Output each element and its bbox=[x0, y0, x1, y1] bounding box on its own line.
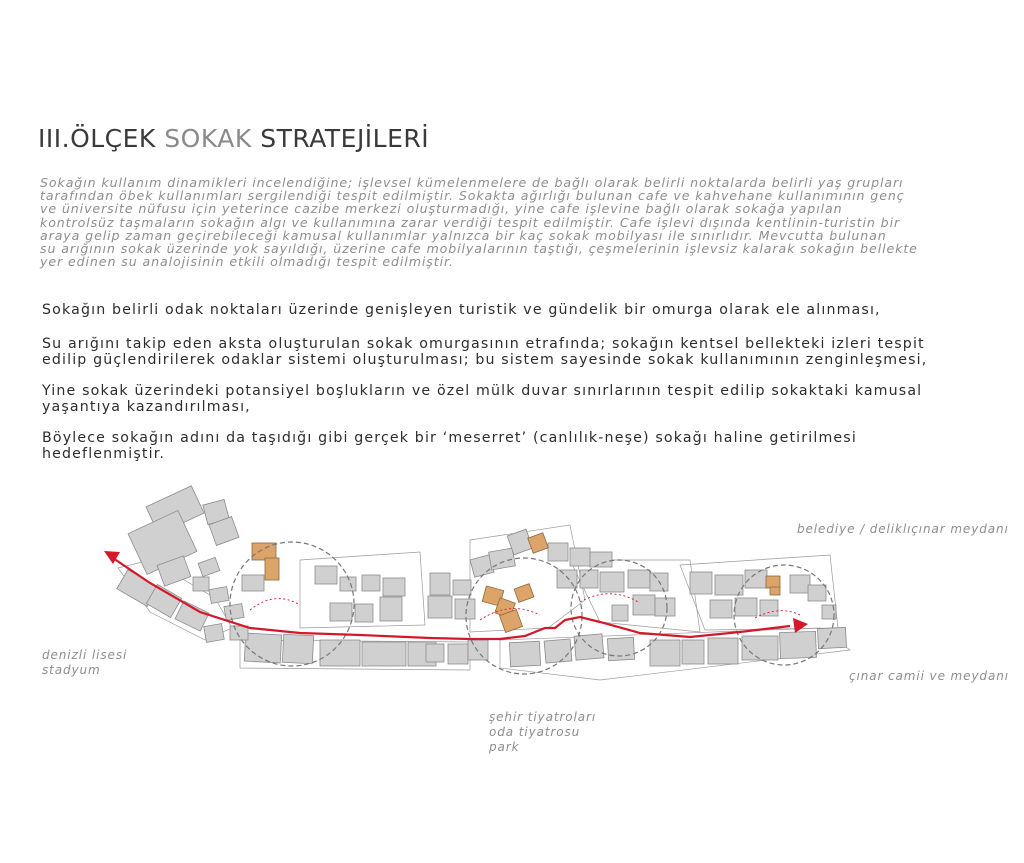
highlighted-building bbox=[265, 558, 279, 580]
building bbox=[455, 599, 475, 619]
focus-arc bbox=[250, 599, 300, 610]
title-part-1: III.ÖLÇEK bbox=[38, 124, 165, 153]
building bbox=[362, 642, 406, 666]
intro-line: tarafından öbek kullanımları sergilendiği tespit edilmiştir. Sokakta ağırlığı bulunan cafe ve kahvehane kullanımının genç bbox=[40, 188, 905, 204]
building bbox=[690, 572, 712, 594]
building bbox=[607, 637, 634, 660]
building bbox=[430, 573, 450, 595]
building bbox=[650, 640, 680, 666]
building bbox=[383, 578, 405, 596]
intro-line: yer edinen su analojisinin etkili olmadığı tespit edilmiştir. bbox=[40, 254, 454, 270]
strategy-line: Böylece sokağın adını da taşıdığı gibi gerçek bir ‘meserret’ (canlılık-neşe) sokağı haline getirilmesi bbox=[42, 430, 857, 446]
building bbox=[282, 634, 313, 664]
building bbox=[204, 624, 225, 643]
label-denizli-lisesi: denizli lisesi stadyum bbox=[42, 648, 128, 677]
building bbox=[355, 604, 373, 622]
building bbox=[224, 604, 244, 621]
label-cinar-camii: çınar camii ve meydanı bbox=[849, 669, 1009, 683]
building bbox=[380, 597, 402, 621]
strategy-line: Yine sokak üzerindeki potansiyel boşlukların ve özel mülk duvar sınırlarının tespit edilip sokaktaki kamusal bbox=[42, 383, 923, 399]
building bbox=[548, 543, 568, 561]
building bbox=[557, 570, 577, 588]
label-sehir-tiyatrolari: şehir tiyatroları oda tiyatrosu park bbox=[489, 710, 597, 754]
building bbox=[710, 600, 732, 618]
building bbox=[242, 575, 264, 591]
axis-arrow-head-east bbox=[793, 618, 808, 633]
highlighted-building bbox=[514, 584, 534, 603]
building bbox=[544, 639, 572, 663]
building bbox=[612, 605, 628, 621]
building bbox=[362, 575, 380, 591]
building bbox=[628, 570, 650, 588]
building bbox=[340, 577, 356, 591]
building bbox=[453, 580, 471, 595]
intro-line: araya gelip zaman geçirebileceği kamusal kullanımlar yalnızca bir kaç sokak mobilyası ile sınırlıdır. Mevcutta bulunan bbox=[40, 227, 887, 243]
highlighted-building bbox=[528, 533, 549, 554]
highlighted-building bbox=[252, 543, 276, 560]
building bbox=[655, 598, 675, 616]
building bbox=[600, 572, 624, 592]
intro-line: su arığının sokak üzerinde yok sayıldığı, üzerine cafe mobilyalarının taştığı, çeşmelerinin işlevsiz kalarak sokağın bellekte bbox=[40, 241, 918, 257]
building bbox=[808, 585, 826, 601]
building bbox=[193, 577, 209, 591]
building bbox=[509, 641, 540, 667]
intro-line: kontrolsüz taşmaların sokağın algı ve kullanımına zarar verdiği tespit edilmiştir. Cafe işlevi dışında kentlinin-turistin bir bbox=[40, 214, 901, 230]
building bbox=[745, 570, 767, 588]
label-belediye-meydani: belediye / deliklıçınar meydanı bbox=[797, 522, 1009, 536]
strategy-line: yaşantıya kazandırılması, bbox=[42, 399, 251, 415]
building bbox=[244, 633, 281, 663]
building bbox=[760, 600, 778, 616]
building bbox=[817, 627, 846, 648]
highlighted-building bbox=[766, 576, 780, 588]
strategy-line: Sokağın belirli odak noktaları üzerinde genişleyen turistik ve gündelik bir omurga olarak ele alınması, bbox=[42, 302, 881, 318]
building bbox=[790, 575, 810, 593]
building bbox=[708, 638, 738, 664]
strategy-line: Su arığını takip eden aksta oluşturulan sokak omurgasının etrafında; sokağın kentsel bellekteki izleri tespit bbox=[42, 336, 925, 352]
building bbox=[468, 640, 488, 660]
building bbox=[735, 598, 757, 616]
title-part-3: STRATEJİLERİ bbox=[251, 124, 430, 153]
building bbox=[428, 596, 452, 618]
building bbox=[715, 575, 743, 595]
building bbox=[230, 626, 248, 640]
strategy-line: hedeflenmiştir. bbox=[42, 446, 166, 462]
building bbox=[209, 587, 229, 604]
building bbox=[315, 566, 337, 584]
building bbox=[574, 634, 604, 660]
building bbox=[590, 552, 612, 567]
highlighted-building bbox=[770, 587, 780, 595]
building bbox=[633, 595, 655, 615]
building bbox=[330, 603, 352, 621]
building bbox=[682, 640, 704, 664]
building bbox=[448, 644, 468, 664]
building bbox=[780, 631, 817, 658]
building bbox=[198, 557, 220, 576]
focus-arc bbox=[580, 594, 640, 603]
intro-line: ve üniversite nüfusu için yeterince cazibe merkezi oluşturmadığı, yine cafe işlevine bağlı olarak sokağa yapılan bbox=[40, 201, 843, 217]
intro-line: Sokağın kullanım dinamikleri incelendiğine; işlevsel kümelenmelere de bağlı olarak belirli noktalarda belirli yaş grupları bbox=[40, 175, 904, 190]
building bbox=[426, 644, 444, 662]
building bbox=[742, 636, 778, 660]
strategy-line: edilip güçlendirilerek odaklar sistemi oluşturulması; bu sistem sayesinde sokak kullanımının zenginleşmesi, bbox=[42, 352, 928, 368]
building bbox=[580, 570, 598, 588]
building bbox=[570, 548, 590, 566]
title-part-2: SOKAK bbox=[164, 124, 252, 153]
